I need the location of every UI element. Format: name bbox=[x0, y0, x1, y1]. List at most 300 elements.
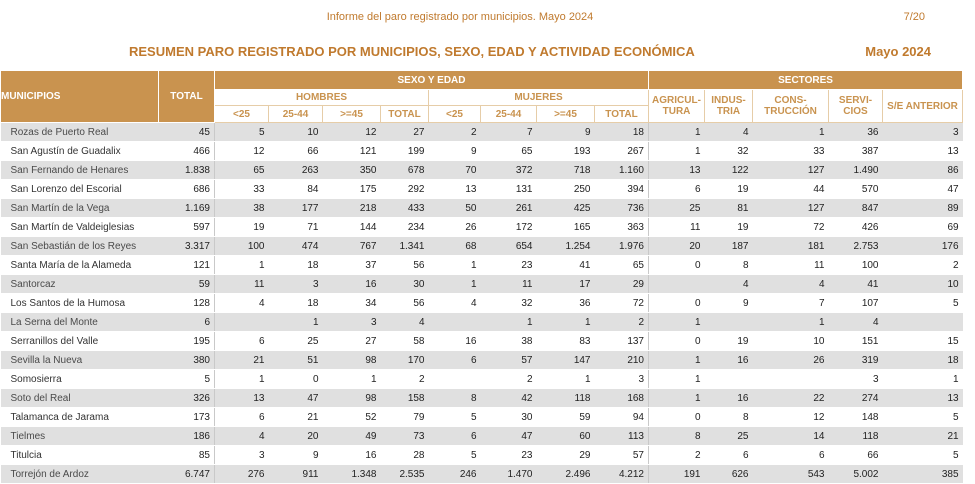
cell-value: 4 bbox=[753, 275, 829, 294]
cell-value: 654 bbox=[481, 237, 537, 256]
cell-municipio: San Martín de Valdeiglesias bbox=[1, 218, 159, 237]
col-servicios: SERVI- CIOS bbox=[829, 90, 883, 123]
cell-value: 59 bbox=[159, 275, 215, 294]
table-row bbox=[1, 294, 963, 313]
cell-value: 5 bbox=[883, 408, 963, 427]
cell-municipio: Soto del Real bbox=[1, 389, 159, 408]
cell-value: 267 bbox=[595, 142, 649, 161]
cell-value: 21 bbox=[215, 351, 269, 370]
cell-value: 4 bbox=[705, 275, 753, 294]
cell-value: 11 bbox=[753, 256, 829, 275]
table-row bbox=[1, 351, 963, 370]
cell-value: 13 bbox=[649, 161, 705, 180]
cell-value: 5 bbox=[883, 294, 963, 313]
cell-value: 11 bbox=[481, 275, 537, 294]
cell-municipio: Talamanca de Jarama bbox=[1, 408, 159, 427]
cell-value bbox=[429, 313, 481, 332]
cell-value: 100 bbox=[215, 237, 269, 256]
col-se-anterior: S/E ANTERIOR bbox=[883, 90, 963, 123]
cell-value: 94 bbox=[595, 408, 649, 427]
cell-value: 8 bbox=[705, 256, 753, 275]
table-row bbox=[1, 313, 963, 332]
cell-value: 5.002 bbox=[829, 465, 883, 484]
cell-value: 8 bbox=[705, 408, 753, 427]
cell-value: 1 bbox=[753, 313, 829, 332]
cell-value: 4.212 bbox=[595, 465, 649, 484]
cell-value: 127 bbox=[753, 199, 829, 218]
cell-value bbox=[705, 313, 753, 332]
cell-value: 137 bbox=[595, 332, 649, 351]
col-total: TOTAL bbox=[159, 71, 215, 123]
cell-value: 16 bbox=[705, 351, 753, 370]
cell-value: 175 bbox=[323, 180, 381, 199]
unemployment-table bbox=[0, 70, 963, 484]
cell-value: 168 bbox=[595, 389, 649, 408]
cell-value: 121 bbox=[323, 142, 381, 161]
cell-value: 5 bbox=[215, 123, 269, 142]
cell-value: 597 bbox=[159, 218, 215, 237]
cell-value: 57 bbox=[595, 446, 649, 465]
cell-municipio: Los Santos de la Humosa bbox=[1, 294, 159, 313]
cell-value: 113 bbox=[595, 427, 649, 446]
cell-value: 4 bbox=[429, 294, 481, 313]
cell-value: 79 bbox=[381, 408, 429, 427]
cell-value: 30 bbox=[481, 408, 537, 427]
cell-value: 0 bbox=[649, 294, 705, 313]
cell-value: 177 bbox=[269, 199, 323, 218]
cell-value: 56 bbox=[381, 294, 429, 313]
cell-value: 20 bbox=[269, 427, 323, 446]
cell-value: 847 bbox=[829, 199, 883, 218]
cell-value: 6 bbox=[159, 313, 215, 332]
cell-value: 6 bbox=[753, 446, 829, 465]
cell-municipio: La Serna del Monte bbox=[1, 313, 159, 332]
cell-value: 23 bbox=[481, 446, 537, 465]
cell-value: 52 bbox=[323, 408, 381, 427]
cell-value: 70 bbox=[429, 161, 481, 180]
cell-value: 65 bbox=[215, 161, 269, 180]
cell-municipio: Sevilla la Nueva bbox=[1, 351, 159, 370]
col-mujeres: MUJERES bbox=[429, 90, 649, 106]
cell-value: 68 bbox=[429, 237, 481, 256]
table-row bbox=[1, 237, 963, 256]
cell-value: 12 bbox=[753, 408, 829, 427]
cell-municipio: San Sebastián de los Reyes bbox=[1, 237, 159, 256]
cell-value: 4 bbox=[215, 427, 269, 446]
cell-value: 128 bbox=[159, 294, 215, 313]
table-row bbox=[1, 389, 963, 408]
cell-municipio: San Martín de la Vega bbox=[1, 199, 159, 218]
col-m-ge45: >=45 bbox=[537, 106, 595, 123]
table-row bbox=[1, 199, 963, 218]
cell-value: 9 bbox=[269, 446, 323, 465]
cell-value: 372 bbox=[481, 161, 537, 180]
table-row bbox=[1, 218, 963, 237]
cell-value: 1 bbox=[481, 313, 537, 332]
cell-value: 4 bbox=[829, 313, 883, 332]
cell-value: 36 bbox=[829, 123, 883, 142]
cell-value: 18 bbox=[883, 351, 963, 370]
col-agricultura: AGRICUL- TURA bbox=[649, 90, 705, 123]
cell-value: 1 bbox=[215, 256, 269, 275]
cell-value: 18 bbox=[269, 294, 323, 313]
section-title: RESUMEN PARO REGISTRADO POR MUNICIPIOS, SEXO, EDAD Y ACTIVIDAD ECONÓMICA bbox=[129, 44, 695, 59]
cell-value: 19 bbox=[705, 180, 753, 199]
cell-value: 50 bbox=[429, 199, 481, 218]
cell-municipio: Serranillos del Valle bbox=[1, 332, 159, 351]
cell-value: 6 bbox=[649, 180, 705, 199]
cell-municipio: San Lorenzo del Escorial bbox=[1, 180, 159, 199]
col-h-25-44: 25-44 bbox=[269, 106, 323, 123]
cell-value: 20 bbox=[649, 237, 705, 256]
cell-value: 18 bbox=[595, 123, 649, 142]
cell-value: 51 bbox=[269, 351, 323, 370]
cell-value: 3 bbox=[829, 370, 883, 389]
cell-value: 1.254 bbox=[537, 237, 595, 256]
cell-value: 911 bbox=[269, 465, 323, 484]
cell-value: 89 bbox=[883, 199, 963, 218]
cell-value: 85 bbox=[159, 446, 215, 465]
cell-value: 151 bbox=[829, 332, 883, 351]
cell-value: 1 bbox=[537, 370, 595, 389]
cell-value: 118 bbox=[537, 389, 595, 408]
cell-value: 736 bbox=[595, 199, 649, 218]
cell-value: 57 bbox=[481, 351, 537, 370]
cell-value: 2.753 bbox=[829, 237, 883, 256]
cell-value: 3 bbox=[883, 123, 963, 142]
cell-value: 4 bbox=[705, 123, 753, 142]
cell-value: 2 bbox=[429, 123, 481, 142]
cell-value: 29 bbox=[537, 446, 595, 465]
cell-value: 292 bbox=[381, 180, 429, 199]
cell-value: 98 bbox=[323, 389, 381, 408]
cell-value: 9 bbox=[429, 142, 481, 161]
cell-value: 9 bbox=[705, 294, 753, 313]
cell-value: 3 bbox=[595, 370, 649, 389]
col-industria: INDUS- TRIA bbox=[705, 90, 753, 123]
cell-value: 1 bbox=[883, 370, 963, 389]
cell-value: 41 bbox=[537, 256, 595, 275]
col-h-total: TOTAL bbox=[381, 106, 429, 123]
cell-value: 11 bbox=[215, 275, 269, 294]
cell-value: 7 bbox=[753, 294, 829, 313]
cell-value: 176 bbox=[883, 237, 963, 256]
col-sectores: SECTORES bbox=[649, 71, 963, 90]
cell-value: 100 bbox=[829, 256, 883, 275]
cell-value: 44 bbox=[753, 180, 829, 199]
cell-value: 394 bbox=[595, 180, 649, 199]
cell-value: 16 bbox=[323, 275, 381, 294]
table-row bbox=[1, 275, 963, 294]
cell-value: 5 bbox=[429, 446, 481, 465]
cell-value: 276 bbox=[215, 465, 269, 484]
cell-value: 6 bbox=[215, 408, 269, 427]
cell-value: 2 bbox=[481, 370, 537, 389]
cell-value: 246 bbox=[429, 465, 481, 484]
cell-value: 1.160 bbox=[595, 161, 649, 180]
cell-value: 1.341 bbox=[381, 237, 429, 256]
cell-value: 58 bbox=[381, 332, 429, 351]
cell-value: 25 bbox=[649, 199, 705, 218]
cell-value: 274 bbox=[829, 389, 883, 408]
cell-municipio: Santa María de la Alameda bbox=[1, 256, 159, 275]
cell-value: 3.317 bbox=[159, 237, 215, 256]
cell-value: 47 bbox=[269, 389, 323, 408]
cell-value: 59 bbox=[537, 408, 595, 427]
col-h-lt25: <25 bbox=[215, 106, 269, 123]
cell-value: 17 bbox=[537, 275, 595, 294]
report-month: Mayo 2024 bbox=[865, 44, 931, 59]
cell-value: 42 bbox=[481, 389, 537, 408]
cell-value: 147 bbox=[537, 351, 595, 370]
cell-value bbox=[649, 275, 705, 294]
cell-value: 626 bbox=[705, 465, 753, 484]
cell-value: 72 bbox=[595, 294, 649, 313]
table-row bbox=[1, 332, 963, 351]
cell-value: 98 bbox=[323, 351, 381, 370]
cell-value: 11 bbox=[649, 218, 705, 237]
cell-value: 2 bbox=[595, 313, 649, 332]
col-m-lt25: <25 bbox=[429, 106, 481, 123]
report-header: Informe del paro registrado por municipios. Mayo 2024 bbox=[326, 11, 594, 23]
cell-value: 218 bbox=[323, 199, 381, 218]
cell-value bbox=[753, 370, 829, 389]
cell-municipio: Somosierra bbox=[1, 370, 159, 389]
cell-value: 127 bbox=[753, 161, 829, 180]
cell-value: 84 bbox=[269, 180, 323, 199]
cell-value: 25 bbox=[705, 427, 753, 446]
cell-value: 28 bbox=[381, 446, 429, 465]
cell-value: 1 bbox=[753, 123, 829, 142]
cell-value: 3 bbox=[215, 446, 269, 465]
cell-value: 69 bbox=[883, 218, 963, 237]
cell-value: 34 bbox=[323, 294, 381, 313]
cell-value: 261 bbox=[481, 199, 537, 218]
cell-value: 263 bbox=[269, 161, 323, 180]
cell-value: 543 bbox=[753, 465, 829, 484]
cell-value bbox=[705, 370, 753, 389]
cell-value: 66 bbox=[829, 446, 883, 465]
cell-value: 6.747 bbox=[159, 465, 215, 484]
cell-value: 570 bbox=[829, 180, 883, 199]
cell-value: 33 bbox=[215, 180, 269, 199]
cell-value: 131 bbox=[481, 180, 537, 199]
cell-value: 186 bbox=[159, 427, 215, 446]
cell-value: 122 bbox=[705, 161, 753, 180]
cell-value: 718 bbox=[537, 161, 595, 180]
cell-value: 199 bbox=[381, 142, 429, 161]
cell-value: 47 bbox=[883, 180, 963, 199]
cell-value: 1.470 bbox=[481, 465, 537, 484]
cell-value: 0 bbox=[649, 408, 705, 427]
cell-value: 86 bbox=[883, 161, 963, 180]
table-row bbox=[1, 370, 963, 389]
cell-value: 173 bbox=[159, 408, 215, 427]
cell-value: 12 bbox=[215, 142, 269, 161]
cell-value: 6 bbox=[705, 446, 753, 465]
cell-value: 678 bbox=[381, 161, 429, 180]
cell-value: 73 bbox=[381, 427, 429, 446]
cell-value: 1 bbox=[649, 370, 705, 389]
cell-value: 466 bbox=[159, 142, 215, 161]
cell-value: 65 bbox=[595, 256, 649, 275]
cell-value: 83 bbox=[537, 332, 595, 351]
cell-municipio: San Fernando de Henares bbox=[1, 161, 159, 180]
cell-municipio: Tielmes bbox=[1, 427, 159, 446]
cell-value: 144 bbox=[323, 218, 381, 237]
cell-value: 71 bbox=[269, 218, 323, 237]
cell-value: 387 bbox=[829, 142, 883, 161]
col-m-25-44: 25-44 bbox=[481, 106, 537, 123]
table-row bbox=[1, 123, 963, 142]
cell-value: 13 bbox=[215, 389, 269, 408]
cell-value: 350 bbox=[323, 161, 381, 180]
cell-value: 148 bbox=[829, 408, 883, 427]
cell-value: 2 bbox=[649, 446, 705, 465]
table-row bbox=[1, 465, 963, 484]
cell-value: 19 bbox=[705, 218, 753, 237]
cell-value: 2.535 bbox=[381, 465, 429, 484]
cell-value: 1 bbox=[649, 123, 705, 142]
cell-value: 19 bbox=[215, 218, 269, 237]
cell-value: 6 bbox=[215, 332, 269, 351]
cell-value: 1 bbox=[429, 275, 481, 294]
table-row bbox=[1, 180, 963, 199]
cell-value: 56 bbox=[381, 256, 429, 275]
cell-value: 1 bbox=[649, 389, 705, 408]
cell-value: 72 bbox=[753, 218, 829, 237]
cell-value: 1 bbox=[429, 256, 481, 275]
cell-value: 60 bbox=[537, 427, 595, 446]
page-number: 7/20 bbox=[903, 11, 925, 23]
cell-value: 37 bbox=[323, 256, 381, 275]
cell-value: 4 bbox=[215, 294, 269, 313]
cell-value: 18 bbox=[269, 256, 323, 275]
table-row bbox=[1, 427, 963, 446]
cell-value: 21 bbox=[883, 427, 963, 446]
cell-value: 5 bbox=[883, 446, 963, 465]
cell-value: 0 bbox=[649, 332, 705, 351]
cell-value: 25 bbox=[269, 332, 323, 351]
cell-value bbox=[429, 370, 481, 389]
col-h-ge45: >=45 bbox=[323, 106, 381, 123]
cell-value: 193 bbox=[537, 142, 595, 161]
cell-value: 107 bbox=[829, 294, 883, 313]
cell-municipio: Titulcia bbox=[1, 446, 159, 465]
cell-value: 22 bbox=[753, 389, 829, 408]
cell-value: 234 bbox=[381, 218, 429, 237]
table-row bbox=[1, 161, 963, 180]
cell-value: 30 bbox=[381, 275, 429, 294]
cell-value: 1.976 bbox=[595, 237, 649, 256]
cell-value: 12 bbox=[323, 123, 381, 142]
cell-value: 29 bbox=[595, 275, 649, 294]
cell-value: 15 bbox=[883, 332, 963, 351]
col-sexo-edad: SEXO Y EDAD bbox=[215, 71, 649, 90]
col-municipios: MUNICIPIOS bbox=[1, 71, 159, 123]
cell-municipio: San Agustín de Guadalix bbox=[1, 142, 159, 161]
cell-value: 686 bbox=[159, 180, 215, 199]
cell-value: 1 bbox=[269, 313, 323, 332]
cell-value: 7 bbox=[481, 123, 537, 142]
col-construccion: CONS- TRUCCIÓN bbox=[753, 90, 829, 123]
cell-value: 47 bbox=[481, 427, 537, 446]
cell-value bbox=[883, 313, 963, 332]
cell-value: 181 bbox=[753, 237, 829, 256]
cell-value: 121 bbox=[159, 256, 215, 275]
cell-value: 13 bbox=[883, 142, 963, 161]
cell-value: 38 bbox=[481, 332, 537, 351]
cell-value: 26 bbox=[753, 351, 829, 370]
cell-value: 27 bbox=[323, 332, 381, 351]
cell-value: 425 bbox=[537, 199, 595, 218]
cell-value bbox=[215, 313, 269, 332]
cell-value: 1.838 bbox=[159, 161, 215, 180]
cell-value: 1 bbox=[649, 142, 705, 161]
cell-value: 32 bbox=[481, 294, 537, 313]
cell-value: 5 bbox=[429, 408, 481, 427]
cell-value: 1 bbox=[649, 313, 705, 332]
cell-value: 6 bbox=[429, 427, 481, 446]
cell-value: 433 bbox=[381, 199, 429, 218]
cell-value: 385 bbox=[883, 465, 963, 484]
cell-value: 3 bbox=[323, 313, 381, 332]
cell-value: 5 bbox=[159, 370, 215, 389]
cell-value: 21 bbox=[269, 408, 323, 427]
cell-value: 23 bbox=[481, 256, 537, 275]
cell-value: 1 bbox=[323, 370, 381, 389]
cell-value: 170 bbox=[381, 351, 429, 370]
cell-value: 66 bbox=[269, 142, 323, 161]
cell-value: 27 bbox=[381, 123, 429, 142]
cell-value: 26 bbox=[429, 218, 481, 237]
cell-value: 32 bbox=[705, 142, 753, 161]
cell-value: 8 bbox=[649, 427, 705, 446]
table-row bbox=[1, 446, 963, 465]
cell-value: 380 bbox=[159, 351, 215, 370]
cell-value: 767 bbox=[323, 237, 381, 256]
cell-value: 210 bbox=[595, 351, 649, 370]
cell-value: 319 bbox=[829, 351, 883, 370]
cell-municipio: Rozas de Puerto Real bbox=[1, 123, 159, 142]
cell-value: 172 bbox=[481, 218, 537, 237]
cell-value: 2 bbox=[883, 256, 963, 275]
cell-value: 33 bbox=[753, 142, 829, 161]
cell-municipio: Santorcaz bbox=[1, 275, 159, 294]
cell-value: 4 bbox=[381, 313, 429, 332]
cell-value: 13 bbox=[883, 389, 963, 408]
cell-value: 1 bbox=[649, 351, 705, 370]
cell-value: 1.490 bbox=[829, 161, 883, 180]
cell-value: 16 bbox=[429, 332, 481, 351]
cell-value: 1.348 bbox=[323, 465, 381, 484]
cell-value: 195 bbox=[159, 332, 215, 351]
cell-value: 158 bbox=[381, 389, 429, 408]
cell-value: 38 bbox=[215, 199, 269, 218]
cell-value: 16 bbox=[705, 389, 753, 408]
cell-value: 474 bbox=[269, 237, 323, 256]
table-body bbox=[1, 123, 963, 484]
table-row bbox=[1, 256, 963, 275]
cell-value: 1 bbox=[537, 313, 595, 332]
cell-value: 250 bbox=[537, 180, 595, 199]
cell-value: 9 bbox=[537, 123, 595, 142]
cell-municipio: Torrejón de Ardoz bbox=[1, 465, 159, 484]
cell-value: 14 bbox=[753, 427, 829, 446]
cell-value: 16 bbox=[323, 446, 381, 465]
cell-value: 65 bbox=[481, 142, 537, 161]
cell-value: 326 bbox=[159, 389, 215, 408]
